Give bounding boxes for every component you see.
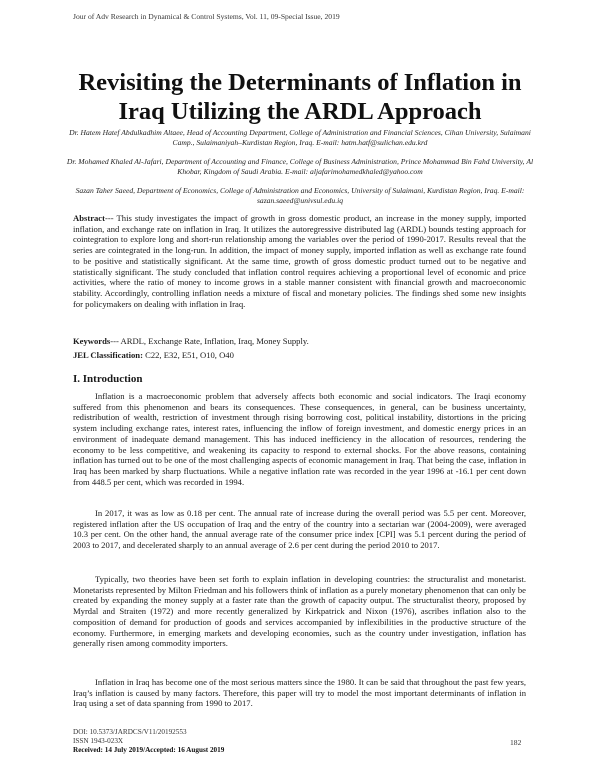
jel-label: JEL Classification: <box>73 350 143 360</box>
doi-line: DOI: 10.5373/JARDCS/V11/20192553 <box>73 728 187 736</box>
paragraph-1: Inflation is a macroeconomic problem that adversely affects both economic and social indicators. The Iraqi economy suffered from this phenomenon and bears its consequences. These consequences, in general, can be business uncertainty, redistribution of wealth, restriction of investment through rising borrowing cost, political instability, distortions in the pricing system including exchange rates, interest rates, influencing the inflow of foreign investment, and domestic energy prices in an environment of inadequate demand management. This has induced inefficiency in the allocation of resources, rendering the economy to be less competitive, and weakening its capacity to respond to external shocks. For the above reasons, containing inflation has turned out to be one of the most challenging aspects of economic management in Iraq. That being the case, inflation in Iraq has been marked by sharp fluctuations. While a negative inflation rate was recorded in the year 1996 at -16.1 per cent down from 448.5 per cent, which was recorded in 1994. <box>73 391 526 487</box>
author-affiliation-3: Sazan Taher Saeed, Department of Economics, College of Administration and Economics, University of Sulaimani, Kurdistan Region, Iraq. E-mail: sazan.saeed@univsul.edu.iq <box>75 186 525 205</box>
issn-line: ISSN 1943-023X <box>73 737 124 745</box>
keywords <box>73 336 309 347</box>
jel-classification <box>73 350 234 361</box>
author-affiliation-1: Dr. Hatem Hatef Abdulkadhim Altaee, Head of Accounting Department, College of Administration and Financial Sciences, Cihan University, Sulaimani Camp., Sulaimaniyah–Kurdistan Region, Iraq. E-mail: hatm.hatf@sulichan.edu.krd <box>69 128 531 147</box>
section-heading: I. Introduction <box>73 373 143 385</box>
abstract-label: Abstract <box>73 213 105 223</box>
page-number: 182 <box>510 738 522 747</box>
jel-text: C22, E32, E51, O10, O40 <box>142 350 234 360</box>
paper-title <box>40 68 560 126</box>
keywords-label: Keywords <box>73 336 111 346</box>
received-text: Received: 14 July 2019/Accepted: 16 August 2019 <box>73 746 225 754</box>
paragraph-2: In 2017, it was as low as 0.18 per cent. The annual rate of increase during the overall period was 5.5 per cent. Moreover, registered inflation after the US occupation of Iraq and the entry of the country into a sectarian war (2004-2009), were averaged 10.3 per cent. On the other hand, the annual average rate of the consumer price index [CPI] was 5.1 percent during the period of 2003 to 2017, and decelerated sharply to an annual average of 2.6 per cent during the period 2010 to 2017. <box>73 508 526 551</box>
title-line-2: Iraq Utilizing the ARDL Approach <box>118 98 482 125</box>
paragraph-3: Typically, two theories have been set forth to explain inflation in developing countries: the structuralist and monetarist. Monetarists represented by Milton Friedman and his followers think of inflation as a purely monetary phenomenon that can only be created by expanding the money supply at a faster rate than the growth of capacity output. The structuralist theory, proposed by Myrdal and Straiten (1972) and more recently generalized by Kirkpatrick and Nixon (1976), ascribes inflation also to the composition of demand for production of goods and services accompanied by inflexibilities in the productive structure of the economy. Furthermore, in emerging markets and developing economies, such as the country under investigation, inflation has generally risen among commodity importers. <box>73 574 526 649</box>
author-affiliation-2: Dr. Mohamed Khaled Al-Jafari, Department of Accounting and Finance, College of Business Administration, Prince Mohammad Bin Fahd University, Al Khobar, Kingdom of Saudi Arabia. E-mail: aljafarimohamedkhaled@yahoo.com <box>66 157 534 176</box>
keywords-text: --- ARDL, Exchange Rate, Inflation, Iraq, Money Supply. <box>110 336 309 346</box>
running-header: Jour of Adv Research in Dynamical & Control Systems, Vol. 11, 09-Special Issue, 2019 <box>73 12 340 21</box>
received-line <box>73 746 224 755</box>
paragraph-4: Inflation in Iraq has become one of the most serious matters since the 1980. It can be said that throughout the past few years, Iraq’s inflation is caused by many factors. Therefore, this paper will try to model the most important determinants of inflation in Iraq using a set of data spanning from 1990 to 2017. <box>73 677 526 709</box>
abstract <box>73 213 526 309</box>
abstract-text: --- This study investigates the impact of growth in gross domestic product, an increase in the money supply, imported inflation, and exchange rate on inflation in Iraq. It utilizes the autoregressive distributed lag (ARDL) bounds testing approach for cointegration to explore long and short-run relationship among the variables over the period of 1990-2017. Results reveal that the series are cointegrated in the long-run. In addition, the impact of money supply, imported inflation as well as exchange rate found to be positive and statistically significant. At the same time, growth of gross domestic product turned out to be negative and statistically significant. The study concluded that inflation control requires achieving a proportional level of economic and price activities, where the ratio of money to income grows in a stable manner consistent with financial growth and macroeconomic stability. Accordingly, controlling inflation needs a mixture of fiscal and monetary policies. The findings shed some new insights for policymakers on dealing with inflation in Iraq. <box>73 213 526 309</box>
title-line-1: Revisiting the Determinants of Inflation in <box>78 69 522 96</box>
